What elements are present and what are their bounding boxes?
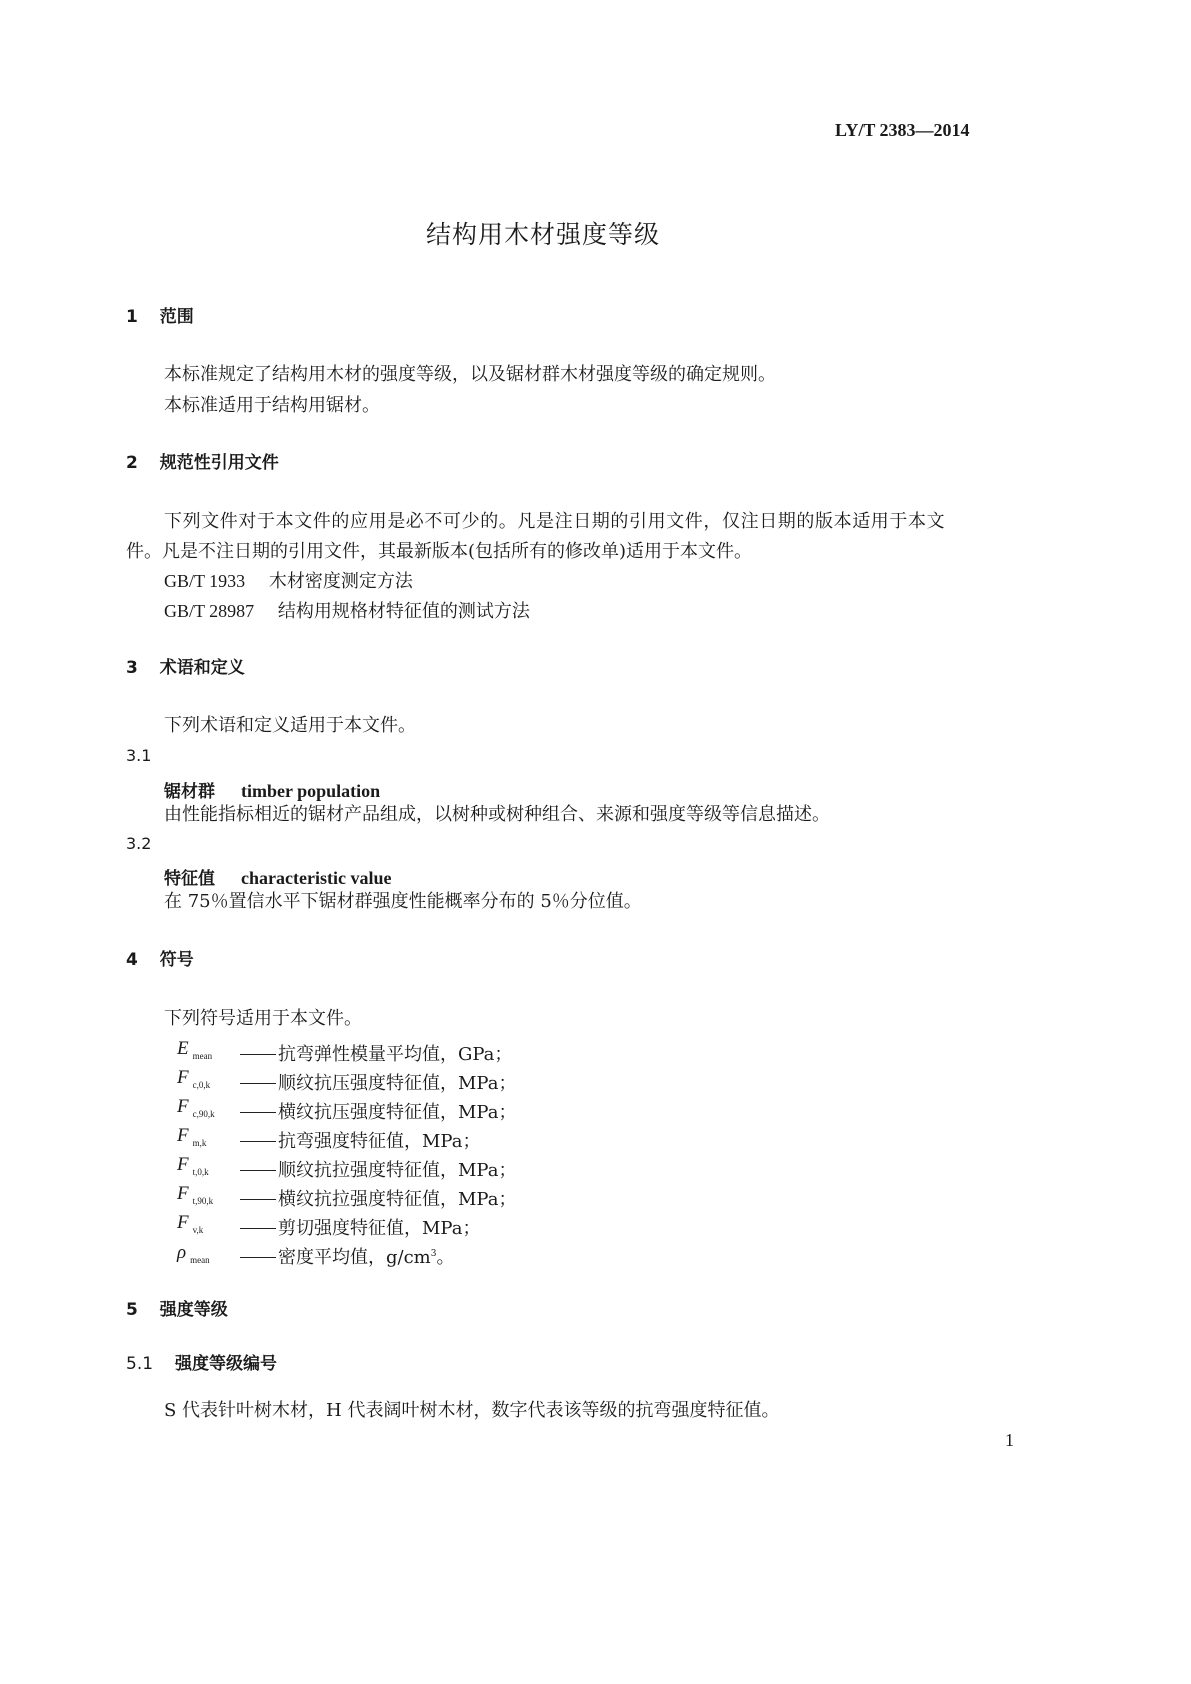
section-title: 术语和定义: [159, 658, 245, 678]
term-definition: 由性能指标相近的锯材产品组成，以树种或树种组合、来源和强度等级等信息描述。: [164, 804, 830, 825]
term-entry: [164, 864, 391, 889]
paragraph: S 代表针叶树木材，H 代表阔叶树木材，数字代表该等级的抗弯强度特征值。: [164, 1400, 780, 1421]
section-3-heading: [126, 660, 245, 677]
reference-item: [164, 572, 413, 591]
paragraph: 本标准规定了结构用木材的强度等级，以及锯材群木材强度等级的确定规则。: [164, 364, 776, 385]
symbol-description: [240, 1127, 480, 1153]
em-dash-line: [240, 1054, 276, 1055]
symbol: [177, 1242, 237, 1264]
symbol: [177, 1154, 237, 1176]
paragraph: 件。凡是不注日期的引用文件，其最新版本(包括所有的修改单)适用于本文件。: [126, 541, 753, 562]
subsection-title: 强度等级编号: [174, 1354, 277, 1374]
symbol-description: [240, 1243, 454, 1269]
section-title: 符号: [159, 950, 194, 970]
paragraph: 下列术语和定义适用于本文件。: [164, 715, 416, 736]
reference-code: GB/T 1933: [164, 571, 246, 591]
symbol-letter: F: [177, 1212, 189, 1233]
symbol-letter: F: [177, 1154, 189, 1175]
term-english: characteristic value: [241, 868, 392, 888]
section-number: 3: [126, 658, 138, 678]
reference-title: 结构用规格材特征值的测试方法: [277, 601, 530, 622]
reference-item: [164, 602, 530, 621]
paragraph: 下列符号适用于本文件。: [164, 1008, 362, 1029]
symbol-description-text: 剪切强度特征值，MPa；: [278, 1218, 481, 1239]
standard-code: LY/T 2383—2014: [835, 120, 970, 140]
section-number: 2: [126, 453, 138, 473]
term-definition: 在 75％置信水平下锯材群强度性能概率分布的 5％分位值。: [164, 891, 642, 912]
subsection-5-1-heading: [126, 1356, 277, 1373]
symbol: [177, 1183, 237, 1205]
section-number: 4: [126, 950, 138, 970]
em-dash-line: [240, 1257, 276, 1258]
symbol: [177, 1067, 237, 1089]
term-chinese: 特征值: [164, 869, 215, 889]
symbol: [177, 1125, 237, 1147]
symbol-letter: F: [177, 1067, 189, 1088]
section-2-heading: [126, 455, 279, 472]
symbol-letter: F: [177, 1096, 189, 1117]
symbol-letter: F: [177, 1125, 189, 1146]
em-dash-line: [240, 1228, 276, 1229]
term-entry: [164, 777, 380, 802]
section-4-heading: [126, 952, 194, 969]
section-number: 5: [126, 1300, 138, 1320]
symbol-description: [240, 1040, 512, 1066]
symbol-description-text: 顺纹抗拉强度特征值，MPa；: [278, 1160, 517, 1181]
symbol-description-text: 横纹抗拉强度特征值，MPa；: [278, 1189, 517, 1210]
reference-code: GB/T 28987: [164, 601, 255, 621]
term-chinese: 锯材群: [164, 782, 215, 802]
symbol-description: [240, 1214, 480, 1240]
term-number: 3.1: [126, 746, 152, 765]
section-title: 规范性引用文件: [159, 453, 279, 473]
term-number: 3.2: [126, 834, 152, 853]
symbol-subscript: t,0,k: [192, 1167, 209, 1177]
em-dash-line: [240, 1199, 276, 1200]
symbol-subscript: v,k: [192, 1225, 204, 1235]
section-title: 范围: [159, 307, 194, 327]
symbol-description-text: 密度平均值，g/cm: [278, 1247, 431, 1268]
reference-title: 木材密度测定方法: [268, 571, 413, 592]
paragraph: 下列文件对于本文件的应用是必不可少的。凡是注日期的引用文件，仅注日期的版本适用于本文: [164, 511, 946, 532]
term-english: timber population: [241, 781, 381, 801]
section-5-heading: [126, 1302, 228, 1319]
symbol-description: [240, 1069, 516, 1095]
symbol-subscript: t,90,k: [192, 1196, 214, 1206]
symbol-description: [240, 1185, 516, 1211]
section-title: 强度等级: [159, 1300, 228, 1320]
section-1-heading: [126, 309, 194, 326]
symbol-description-text: 横纹抗压强度特征值，MPa；: [278, 1102, 517, 1123]
symbol-subscript: c,90,k: [192, 1109, 215, 1119]
superscript: 3: [430, 1249, 437, 1259]
em-dash-line: [240, 1083, 276, 1084]
symbol-description: [240, 1156, 516, 1182]
symbol: [177, 1212, 237, 1234]
document-title: 结构用木材强度等级: [426, 220, 661, 249]
symbol-description-end: 。: [436, 1247, 455, 1268]
symbol-subscript: m,k: [192, 1138, 207, 1148]
symbol-subscript: mean: [190, 1255, 210, 1265]
symbol-letter: ρ: [177, 1242, 187, 1263]
symbol-subscript: c,0,k: [192, 1080, 211, 1090]
symbol: [177, 1038, 237, 1060]
symbol-subscript: mean: [192, 1051, 213, 1061]
section-number: 1: [126, 307, 138, 327]
paragraph: 本标准适用于结构用锯材。: [164, 395, 380, 416]
symbol: [177, 1096, 237, 1118]
em-dash-line: [240, 1141, 276, 1142]
em-dash-line: [240, 1112, 276, 1113]
symbol-description: [240, 1098, 516, 1124]
page-number: 1: [1005, 1430, 1014, 1450]
symbol-letter: F: [177, 1183, 189, 1204]
symbol-description-text: 抗弯弹性模量平均值，GPa；: [278, 1044, 513, 1065]
symbol-description-text: 顺纹抗压强度特征值，MPa；: [278, 1073, 517, 1094]
em-dash-line: [240, 1170, 276, 1171]
symbol-letter: E: [177, 1038, 189, 1059]
symbol-description-text: 抗弯强度特征值，MPa；: [278, 1131, 481, 1152]
subsection-number: 5.1: [126, 1354, 154, 1374]
